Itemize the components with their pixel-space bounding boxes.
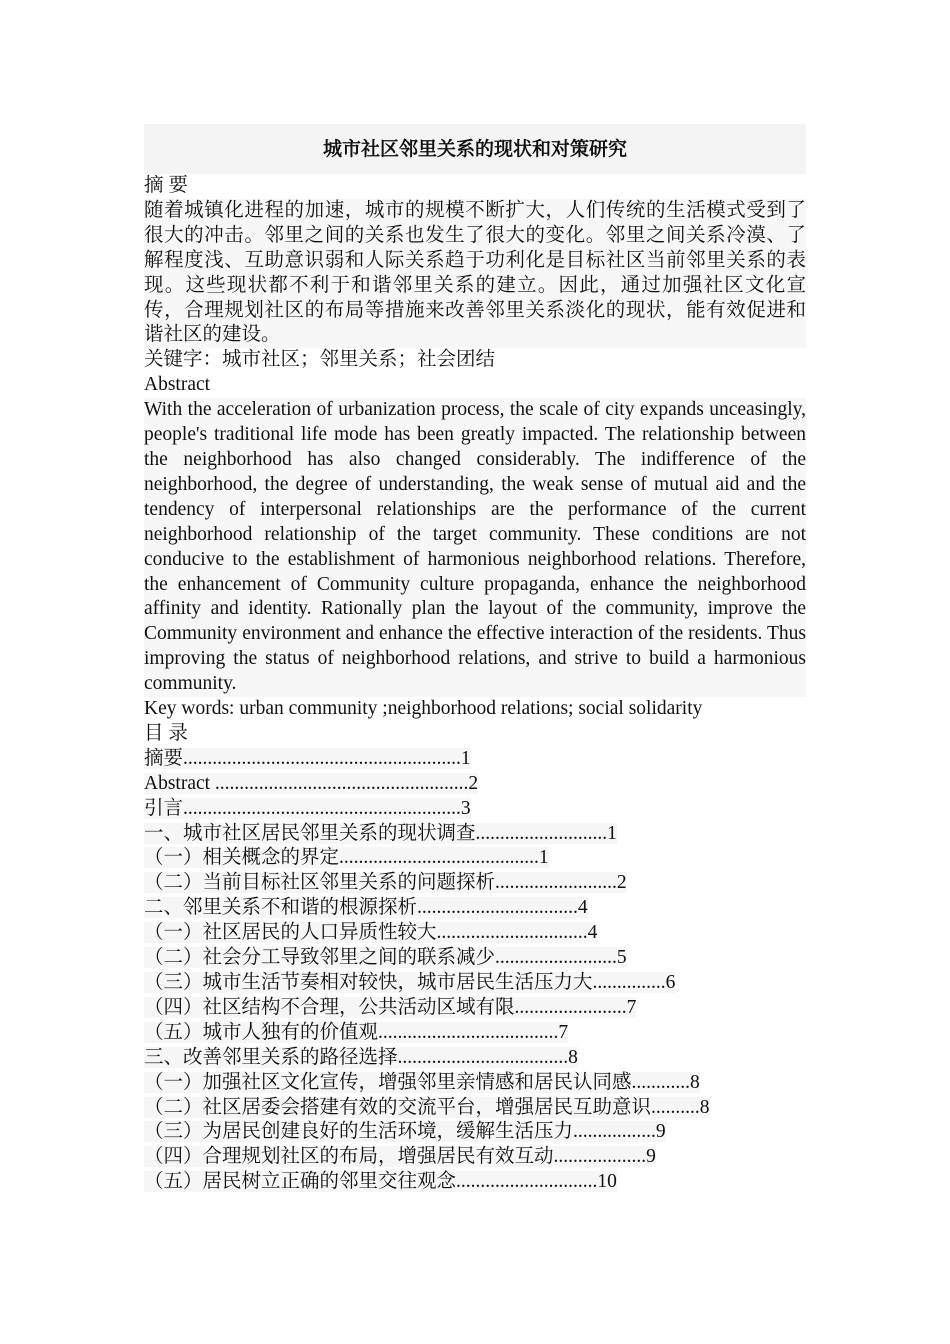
toc-entry: 一、城市社区居民邻里关系的现状调查...........................1 <box>144 822 617 844</box>
toc-entry: （二）社会分工导致邻里之间的联系减少.........................5 <box>144 947 627 969</box>
toc-entry: （一）社区居民的人口异质性较大...............................4 <box>144 922 598 944</box>
toc-entry: （二）当前目标社区邻里关系的问题探析.........................2 <box>144 872 627 894</box>
toc-heading: 目 录 <box>144 722 188 744</box>
toc-entry: （一）加强社区文化宣传，增强邻里亲情感和居民认同感............8 <box>144 1071 700 1093</box>
keywords-en: Key words: urban community ;neighborhood relations; social solidarity <box>144 698 703 720</box>
toc-entry: （一）相关概念的界定.........................................1 <box>144 847 549 869</box>
toc-entry: 二、邻里关系不和谐的根源探析.................................4 <box>144 897 588 919</box>
table-of-contents <box>144 747 806 1195</box>
toc-entry: 引言.........................................................3 <box>144 797 471 819</box>
abstract-cn-heading: 摘 要 <box>144 175 188 196</box>
toc-entry: （五）居民树立正确的邻里交往观念.............................10 <box>144 1171 617 1193</box>
document-page <box>144 124 806 1195</box>
toc-entry: Abstract ....................................................2 <box>144 772 479 794</box>
toc-entry: （三）为居民创建良好的生活环境，缓解生活压力.................9 <box>144 1121 666 1143</box>
toc-entry: 摘要.........................................................1 <box>144 747 471 769</box>
document-title: 城市社区邻里关系的现状和对策研究 <box>144 124 806 174</box>
abstract-cn-body: 随着城镇化进程的加速，城市的规模不断扩大，人们传统的生活模式受到了很大的冲击。邻里之间的关系也发生了很大的变化。邻里之间关系冷漠、了解程度浅、互助意识弱和人际关系趋于功利化是目标社区当前邻里关系的表现。这些现状都不利于和谐邻里关系的建立。因此，通过加强社区文化宣传，合理规划社区的布局等措施来改善邻里关系淡化的现状，能有效促进和谐社区的建设。 <box>144 199 806 348</box>
toc-entry: （三）城市生活节奏相对较快，城市居民生活压力大...............6 <box>144 972 676 993</box>
toc-entry: （四）合理规划社区的布局，增强居民有效互动...................9 <box>144 1146 656 1168</box>
toc-entry: （四）社区结构不合理，公共活动区域有限.......................7 <box>144 996 637 1018</box>
toc-entry: （五）城市人独有的价值观.....................................7 <box>144 1021 569 1043</box>
keywords-cn: 关键字：城市社区；邻里关系；社会团结 <box>144 349 496 371</box>
abstract-en-heading: Abstract <box>144 374 211 396</box>
abstract-en-body: With the acceleration of urbanization process, the scale of city expands unceasingly, people's traditional life mode has been greatly impacted. The relationship between the neighborhood has also changed considerably. The indifference of the neighborhood, the degree of understanding, the weak sense of mutual aid and the tendency of interpersonal relationships are the performance of the current neighborhood relationship of the target community. These conditions are not conducive to the establishment of harmonious neighborhood relations. Therefore, the enhancement of Community culture propaganda, enhance the neighborhood affinity and identity. Rationally plan the layout of the community, improve the Community environment and enhance the effective interaction of the residents. Thus improving the status of neighborhood relations, and strive to build a harmonious community. <box>144 398 806 697</box>
toc-entry: 三、改善邻里关系的路径选择...................................8 <box>144 1046 578 1068</box>
toc-entry: （二）社区居委会搭建有效的交流平台，增强居民互助意识..........8 <box>144 1096 710 1118</box>
